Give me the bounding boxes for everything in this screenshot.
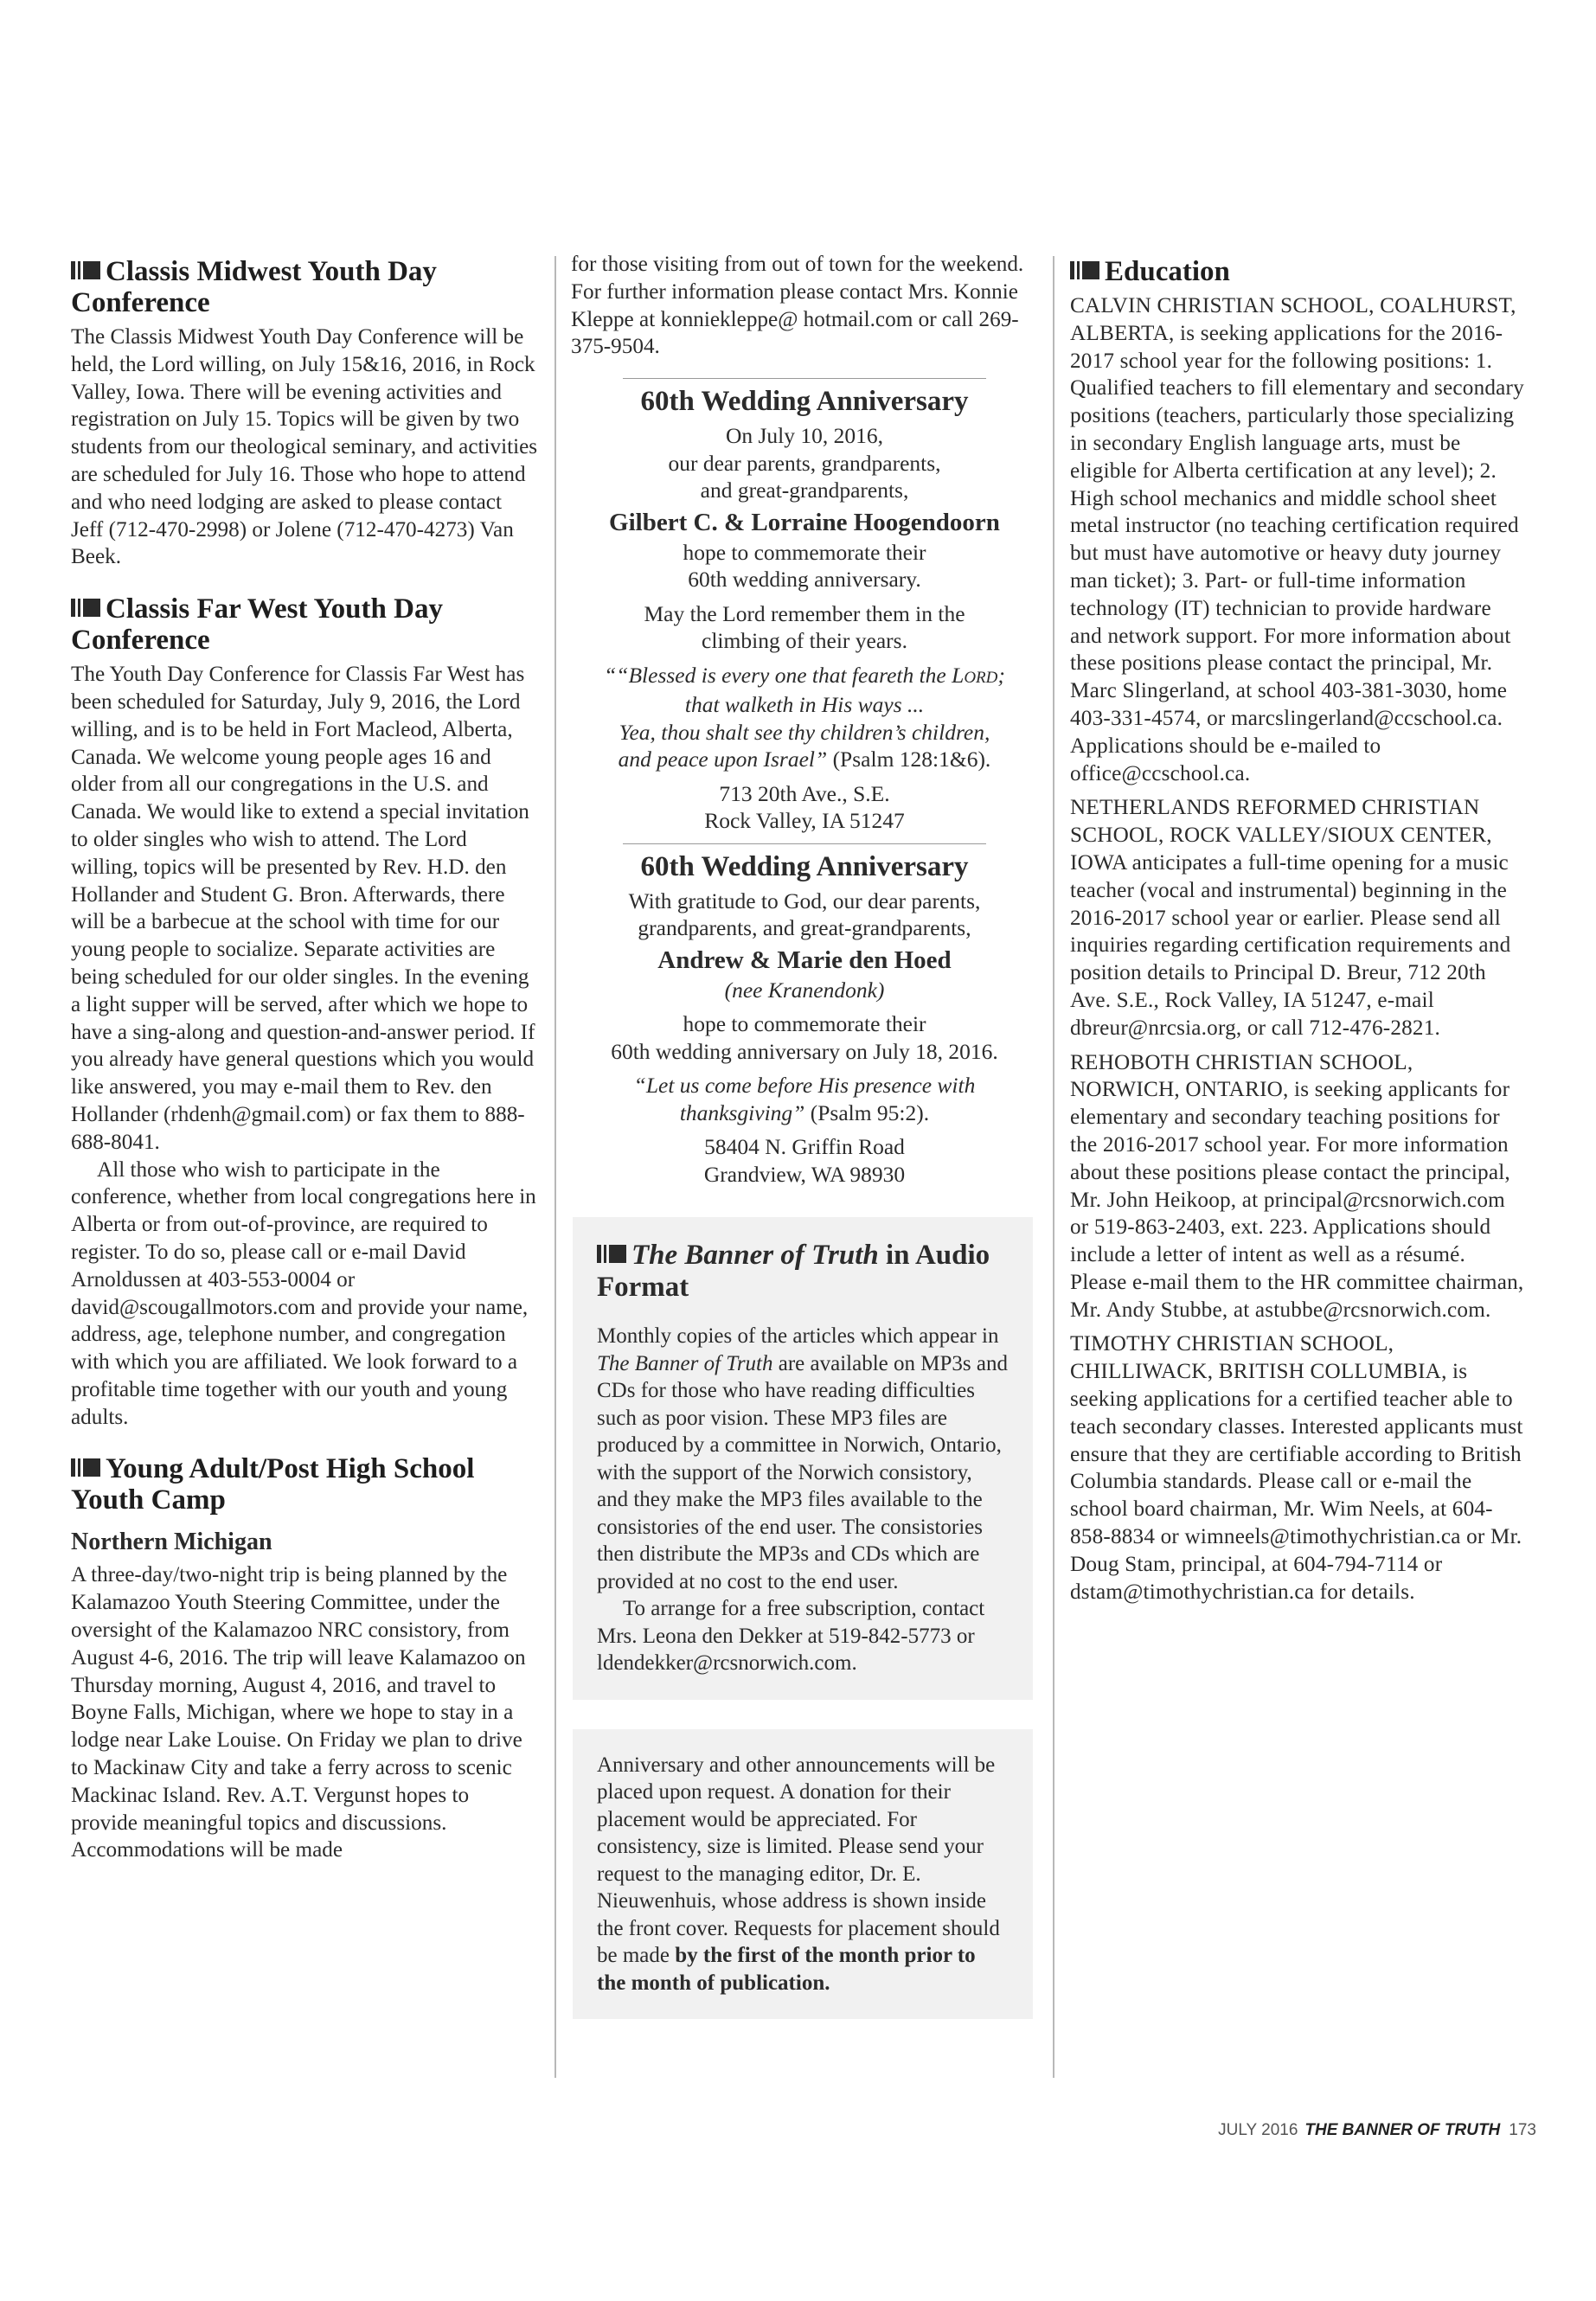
announcement-line: climbing of their years.: [702, 628, 907, 654]
announcement-line: May the Lord remember them in the: [644, 600, 965, 626]
scripture-verse: Yea, thou shalt see thy children’s children,: [619, 719, 990, 745]
announcement-line: With gratitude to God, our dear parents,: [628, 888, 981, 913]
couple-names: Gilbert C. & Lorraine Hoogendoorn: [609, 508, 1000, 536]
announcement-line: hope to commemorate their: [683, 1011, 926, 1037]
paragraph: Anniversary and other announcements will be placed upon request. A donation for their placement would be appreciated. For consistency, size is limited. Please send your request to the managing editor, Dr. E. Nieuwenhuis, whose address is shown inside the front cover. Requests for placement should be made by the first of the month prior to the month of publication.: [597, 1753, 1000, 1995]
column-2: [571, 253, 1038, 2019]
announcement-line: and great-grandparents,: [700, 478, 909, 503]
section-heading: Classis Midwest Youth Day Conference: [71, 256, 437, 318]
column-divider: [1053, 256, 1054, 2078]
section-heading: Education: [1070, 256, 1524, 287]
announcement-title: 60th Wedding Anniversary: [640, 386, 969, 418]
maiden-name: (nee Kranendonk): [724, 977, 885, 1003]
announcement-policy-box: [573, 1729, 1033, 2020]
divider: [623, 378, 986, 379]
couple-names: Andrew & Marie den Hoed: [657, 945, 952, 974]
address-line: Rock Valley, IA 51247: [704, 808, 905, 834]
issue-date: JULY 2016: [1218, 2121, 1298, 2139]
scripture-verse: “Let us come before His presence with: [633, 1073, 976, 1099]
paragraph: A three-day/two-night trip is being planned by the Kalamazoo Youth Steering Committee, under the oversight of the Kalamazoo NRC consistory, from August 4-6, 2016. The trip will leave Kalamazoo on Thursday morning, August 4, 2016, and travel to Boyne Falls, Michigan, where we hope to stay in a lodge near Lake Louise. On Friday we plan to drive to Mackinaw City and take a ferry across to scenic Mackinac Island. Rev. A.T. Vergunst hopes to provide meaningful topics and discussions. Accommodations will be made: [71, 1563, 526, 1862]
listing-paragraph: CALVIN CHRISTIAN SCHOOL, COALHURST, ALBERTA, is seeking applications for the 2016-2017 school year for the following positions: 1. Qualified teachers to fill elementary and secondary positions (teachers, particularly those specializing in secondary English language arts, must be eligible for Alberta certification at any level); 2. High school mechanics and middle school sheet metal instructor (no teaching certification required but must have automotive or heavy duty journey man ticket); 3. Part- or full-time information technology (IT) technician to provide hardware and network support. For more information about these positions please contact the principal, Mr. Marc Slingerland, at school 403-381-3030, home 403-331-4574, or marcslingerland@ccschool.ca. Applications should be e-mailed to office@ccschool.ca.: [1070, 294, 1524, 785]
scripture-verse: thanksgiving” (Psalm 95:2).: [679, 1099, 930, 1125]
scripture-verse: ““Blessed is every one that feareth the LORD;: [604, 662, 1005, 688]
paragraph: Monthly copies of the articles which appear in The Banner of Truth are available on MP3s and CDs for those who have reading difficulties such as poor vision. These MP3 files are produced by a committee in Norwich, Ontario, with the support of the Norwich consistory, and they make the MP3 files available to the consistories of the end user. The consistories then distribute the MP3s and CDs which are provided at no cost to the end user.: [597, 1324, 1008, 1593]
audio-format-box: [573, 1217, 1033, 1700]
section-bars-icon: [71, 599, 100, 617]
listing-paragraph: REHOBOTH CHRISTIAN SCHOOL, NORWICH, ONTARIO, is seeking applicants for elementary and secondary teaching positions for the 2016-2017 school year. For more information about these positions please contact the principal, Mr. John Heikoop, at principal@rcsnorwich.com or 519-863-2403, ext. 223. Applications should include a letter of intent as well as a résumé. Please e-mail them to the HR committee chairman, Mr. Andy Stubbe, at astubbe@rcsnorwich.com.: [1070, 1050, 1524, 1322]
announcement-line: 60th wedding anniversary.: [688, 567, 921, 593]
section-subheading: Northern Michigan: [71, 1529, 272, 1556]
listing-paragraph: TIMOTHY CHRISTIAN SCHOOL, CHILLIWACK, BRITISH COLLUMBIA, is seeking applications for a certified teacher able to teach secondary classes. Interested applicants must ensure that they are certifiable according to British Columbia standards. Please call or e-mail the school board chairman, Mr. Wim Neels, at 604-858-8834 or wimneels@timothychristian.ca or Mr. Doug Stam, principal, at 604-794-7114 or dstam@timothychristian.ca for details.: [1070, 1332, 1523, 1604]
section-heading: Classis Far West Youth Day Conference: [71, 593, 443, 657]
divider: [623, 843, 986, 844]
section-bars-icon: [71, 1458, 100, 1477]
paragraph: The Classis Midwest Youth Day Conference will be held, the Lord willing, on July 15&16, 2016, in Rock Valley, Iowa. There will be evening activities and registration on July 15. Topics will be given by two students from our theological seminary, and activities are scheduled for July 16. Those who hope to attend and who need lodging are asked to please contact Jeff (712-470-2998) or Jolene (712-470-4273) Van Beek.: [71, 325, 538, 569]
magazine-name: THE BANNER OF TRUTH: [1304, 2121, 1501, 2139]
column-1: [71, 256, 538, 1887]
column-divider: [554, 256, 556, 2078]
listing-paragraph: NETHERLANDS REFORMED CHRISTIAN SCHOOL, ROCK VALLEY/SIOUX CENTER, IOWA anticipates a full-time opening for a music teacher (vocal and instrumental) beginning in the 2016-2017 school year or earlier. Please send all inquiries regarding certification requirements and position details to Principal D. Breur, 712 20th Ave. S.E., Rock Valley, IA 51247, e-mail dbreur@nrcsia.org, or call 712-476-2821.: [1070, 796, 1511, 1040]
scripture-verse: and peace upon Israel” (Psalm 128:1&6).: [618, 747, 991, 772]
column-3: [1070, 256, 1524, 1606]
address-line: 713 20th Ave., S.E.: [719, 780, 890, 806]
announcement-line: On July 10, 2016,: [725, 423, 884, 449]
address-line: 58404 N. Griffin Road: [704, 1134, 905, 1160]
section-bars-icon: [71, 261, 100, 279]
announcement-line: grandparents, and great-grandparents,: [638, 915, 971, 941]
page-footer: [1190, 2121, 1536, 2140]
anniversary-announcement-2: [571, 843, 1038, 1189]
announcement-line: hope to commemorate their: [683, 539, 926, 565]
camp-section: [71, 1453, 538, 1864]
announcement-title: 60th Wedding Anniversary: [640, 850, 969, 882]
announcement-line: our dear parents, grandparents,: [668, 450, 941, 476]
anniversary-announcement-1: [571, 378, 1038, 835]
midwest-section: [71, 256, 538, 571]
section-bars-icon: [597, 1245, 626, 1263]
page-number: 173: [1509, 2121, 1536, 2139]
paragraph: The Youth Day Conference for Classis Far West has been scheduled for Saturday, July 9, 2016, the Lord willing, and is to be held in Fort Macleod, Alberta, Canada. We welcome young people ages 16 and older from all our congregations in the U.S. and Canada. We would like to extend a special invitation to older singles who wish to attend. The Lord willing, topics will be presented by Rev. H.D. den Hollander and Student G. Bron. Afterwards, there will be a barbecue at the school with time for our young people to socialize. Separate activities are being scheduled for our older singles. In the evening a light supper will be served, after which we hope to have a sing-along and question-and-answer period. If you already have general questions which you would like answered, you may e-mail them to Rev. den Hollander (rhdenh@gmail.com) or fax them to 888-688-8041.: [71, 663, 535, 1154]
scripture-verse: that walketh in His ways ...: [684, 692, 925, 718]
paragraph: All those who wish to participate in the conference, whether from local congregations here in Alberta or from out-of-province, are required to register. To do so, please call or e-mail David Arnoldussen at 403-553-0004 or david@scougallmotors.com and provide your name, address, age, telephone number, and congregation with which you are affiliated. We look forward to a profitable time together with our youth and young adults.: [71, 1157, 536, 1429]
paragraph: To arrange for a free subscription, contact Mrs. Leona den Dekker at 519-842-5773 or ldendekker@rcsnorwich.com.: [597, 1597, 985, 1676]
farwest-section: [71, 593, 538, 1431]
address-line: Grandview, WA 98930: [703, 1161, 906, 1187]
section-bars-icon: [1070, 261, 1099, 279]
section-heading: Young Adult/Post High School Youth Camp: [71, 1453, 475, 1516]
announcement-line: 60th wedding anniversary on July 18, 2016.: [611, 1038, 998, 1064]
box-heading: The Banner of Truth in Audio Format: [597, 1240, 990, 1304]
paragraph: for those visiting from out of town for the weekend. For further information please contact Mrs. Konnie Kleppe at konniekleppe@ hotmail.com or call 269-375-9504.: [571, 253, 1024, 359]
